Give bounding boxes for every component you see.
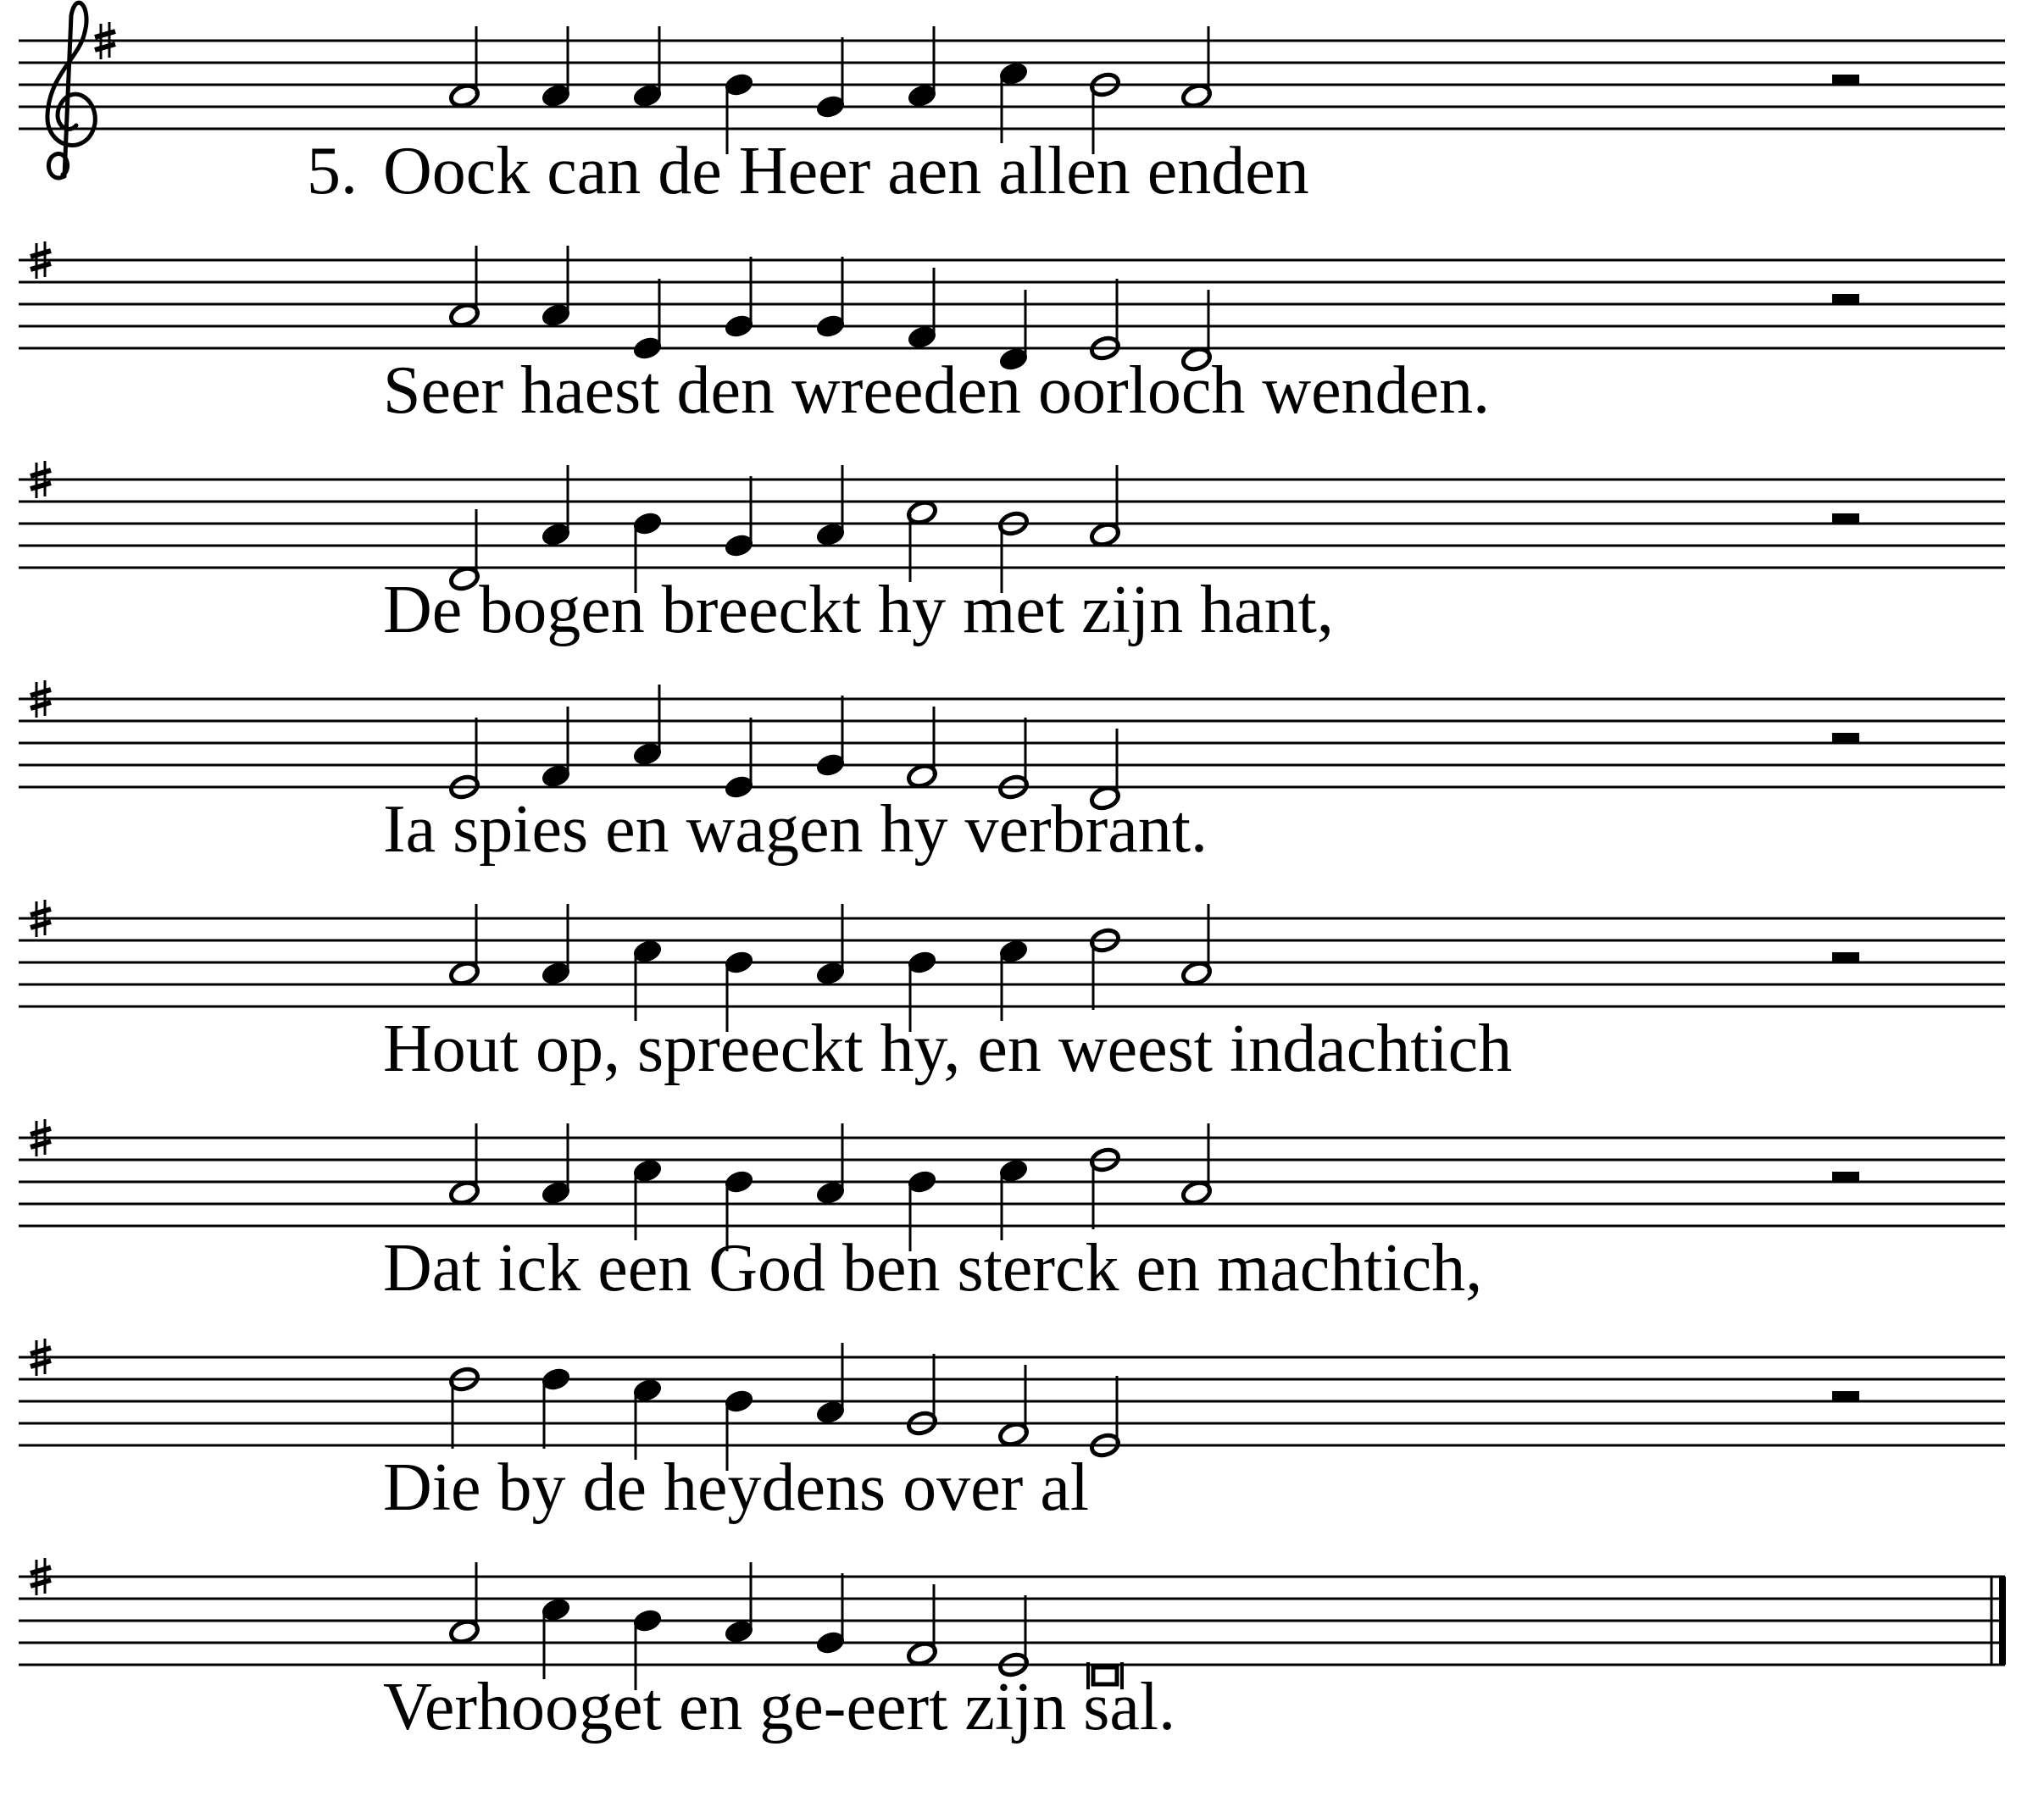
note	[814, 1343, 847, 1426]
note	[631, 26, 664, 109]
note	[631, 1377, 664, 1460]
note	[814, 465, 847, 548]
half-rest	[1832, 1391, 1859, 1401]
staff-system	[19, 680, 2005, 867]
note	[814, 696, 847, 779]
note	[906, 707, 938, 790]
note	[631, 685, 664, 768]
note	[906, 268, 938, 351]
note	[631, 279, 664, 362]
note	[906, 499, 938, 582]
staff-system	[19, 241, 2005, 428]
staff-system	[19, 900, 2005, 1086]
note	[540, 707, 572, 790]
note	[814, 1573, 847, 1656]
treble-clef	[47, 3, 95, 178]
lyric-line: Oock can de Heer aen allen enden	[383, 134, 1309, 208]
note	[540, 1596, 572, 1679]
staff-system	[19, 461, 2005, 647]
note	[906, 1584, 938, 1667]
note	[723, 476, 755, 559]
note	[997, 60, 1030, 143]
staff-system	[19, 1339, 2005, 1525]
verse-number: 5.	[307, 134, 358, 208]
lyric-line: Verhooget en ge-eert zijn sal.	[383, 1670, 1176, 1744]
note	[448, 1123, 480, 1206]
note	[631, 1157, 664, 1240]
half-rest	[1832, 733, 1859, 743]
note	[814, 257, 847, 340]
note	[540, 904, 572, 987]
staff-system	[19, 3, 2005, 208]
lyric-line: Ia spies en wagen hy verbrant.	[383, 792, 1208, 867]
note	[723, 257, 755, 340]
note	[540, 246, 572, 329]
lyric-line: De bogen breeckt hy met zijn hant,	[383, 573, 1334, 647]
lyric-line: Seer haest den wreeden oorloch wenden.	[383, 353, 1491, 428]
note	[814, 37, 847, 120]
half-rest	[1832, 75, 1859, 85]
note	[540, 1123, 572, 1206]
note	[906, 26, 938, 109]
note	[448, 26, 480, 109]
half-rest	[1832, 952, 1859, 962]
note	[814, 1123, 847, 1206]
note	[540, 26, 572, 109]
half-rest	[1832, 294, 1859, 304]
note	[540, 1366, 572, 1449]
note	[997, 1157, 1030, 1240]
lyric-line: Die by de heydens over al	[383, 1450, 1090, 1525]
note	[723, 1562, 755, 1645]
note	[1180, 904, 1213, 987]
half-rest	[1832, 513, 1859, 524]
staff-system	[19, 1558, 2005, 1744]
note	[723, 718, 755, 801]
lyric-line: Hout op, spreeckt hy, en weest indachtich	[383, 1012, 1513, 1086]
note	[448, 1562, 480, 1645]
note	[814, 904, 847, 987]
note	[448, 904, 480, 987]
note	[540, 465, 572, 548]
note	[1180, 26, 1213, 109]
lyric-line: Dat ick een God ben sterck en machtich,	[383, 1231, 1483, 1306]
note	[1180, 1123, 1213, 1206]
note	[1089, 465, 1121, 548]
note	[631, 938, 664, 1021]
note	[997, 938, 1030, 1021]
note	[448, 246, 480, 329]
half-rest	[1832, 1172, 1859, 1182]
staff-system	[19, 1119, 2005, 1306]
note	[997, 1365, 1030, 1448]
